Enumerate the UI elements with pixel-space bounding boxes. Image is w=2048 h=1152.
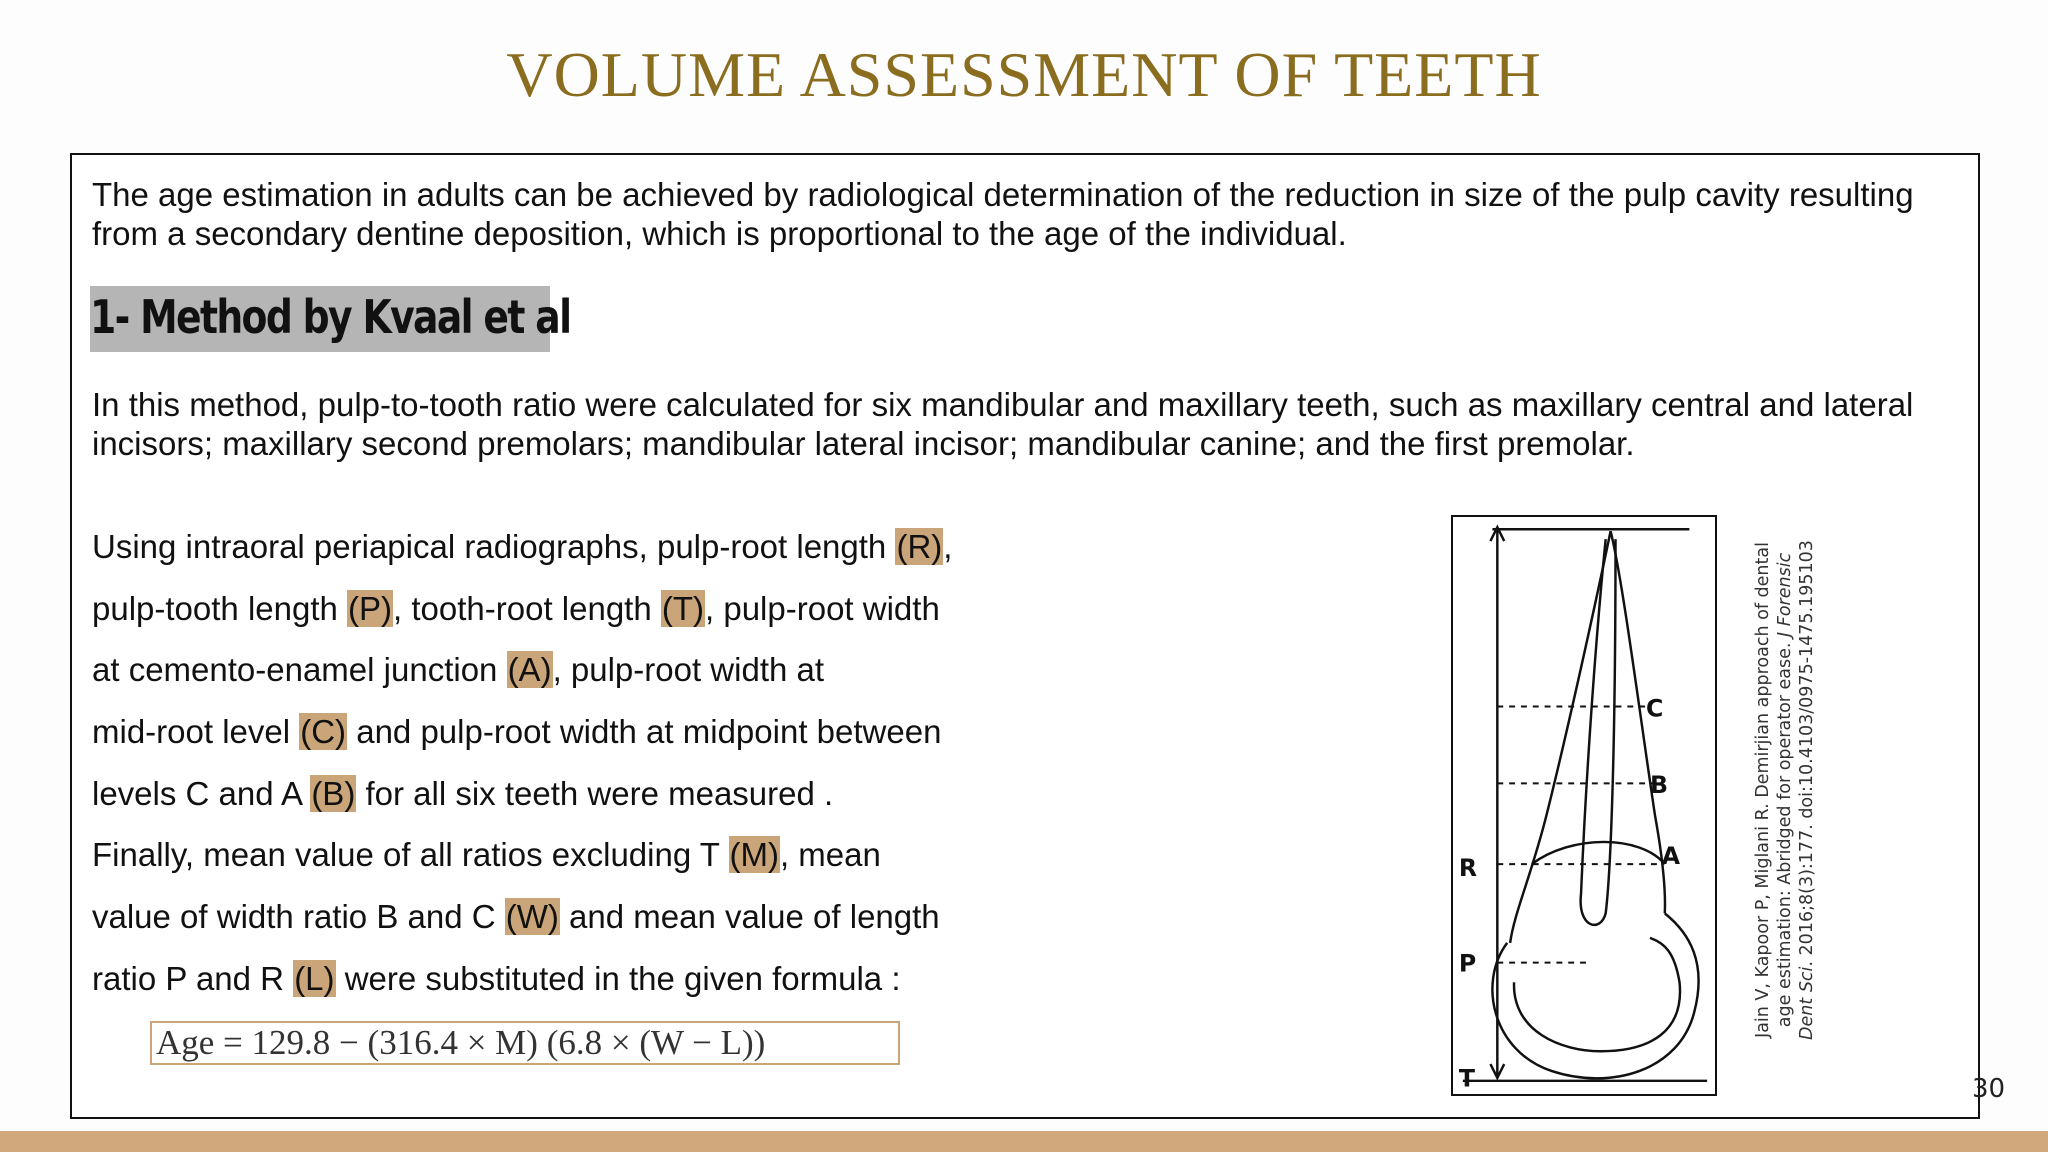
label-c: C [1646,694,1664,723]
tag-p: (P) [348,589,393,627]
pulp-canal [1581,539,1616,925]
label-b: B [1649,771,1669,800]
crown-inner [1514,938,1680,1051]
crown-outer [1492,913,1698,1078]
slide-title: VOLUME ASSESSMENT OF TEETH [506,39,1542,110]
citation [1752,530,1848,1050]
measurement-list [92,516,1092,1010]
measurement-line: mid-root level (C) and pulp-root width at midpoint between [92,713,942,751]
measurement-line: value of width ratio B and C (W) and mean value of length [92,898,940,936]
tag-m: (M) [729,836,779,874]
tag-t: (T) [661,589,705,627]
cej-curve [1532,842,1665,864]
page-number: 30 [1972,1074,2006,1104]
method-paragraph: In this method, pulp-to-tooth ratio were calculated for six mandibular and maxillary teeth, such as maxillary central and lateral incisors; maxillary second premolars; mandibular lateral incisor; mandibular canine; and the first premolar. [92,386,1914,462]
tag-l: (L) [294,959,335,997]
citation-line-3: Dent Sci. 2016;8(3):177. doi:10.4103/0975-1475.195103 [1797,540,1817,1040]
footer-bar [0,1131,2048,1152]
citation-line-1: Jain V, Kapoor P, Miglani R. Demirjian approach of dental [1753,542,1773,1038]
intro-paragraph: The age estimation in adults can be achieved by radiological determination of the reduction in size of the pulp cavity resulting from a secondary dentine deposition, which is proportional to the age of the individual. [92,176,1914,252]
tag-c: (C) [300,713,347,751]
measurement-line: Using intraoral periapical radiographs, pulp-root length (R), [92,528,953,565]
tag-b: (B) [311,774,356,812]
label-r: R [1458,853,1478,882]
method-heading-highlight [90,286,571,352]
measurement-line: pulp-tooth length (P), tooth-root length (T), pulp-root width [92,589,940,627]
measurement-line: at cemento-enamel junction (A), pulp-root width at [92,651,825,689]
citation-line-2: age estimation: Abridged for operator ease. J Forensic [1775,552,1795,1028]
measurement-line: levels C and A (B) for all six teeth were measured . [92,774,834,812]
content-box [70,153,1980,1119]
tag-a: (A) [507,651,552,689]
measurement-line: Finally, mean value of all ratios excluding T (M), mean [92,836,881,874]
label-t: T [1458,1064,1476,1093]
age-formula: Age = 129.8 − (316.4 × M) (6.8 × (W − L)) [150,1021,900,1065]
root-outline-left [1510,531,1610,943]
tooth-diagram [1451,515,1717,1096]
label-p: P [1458,949,1477,978]
method-heading: 1- Method by Kvaal et al [90,290,571,344]
tag-r: (R) [896,528,943,565]
tag-w: (W) [505,898,559,936]
label-a: A [1661,842,1681,871]
measurement-line: ratio P and R (L) were substituted in the given formula : [92,959,901,997]
